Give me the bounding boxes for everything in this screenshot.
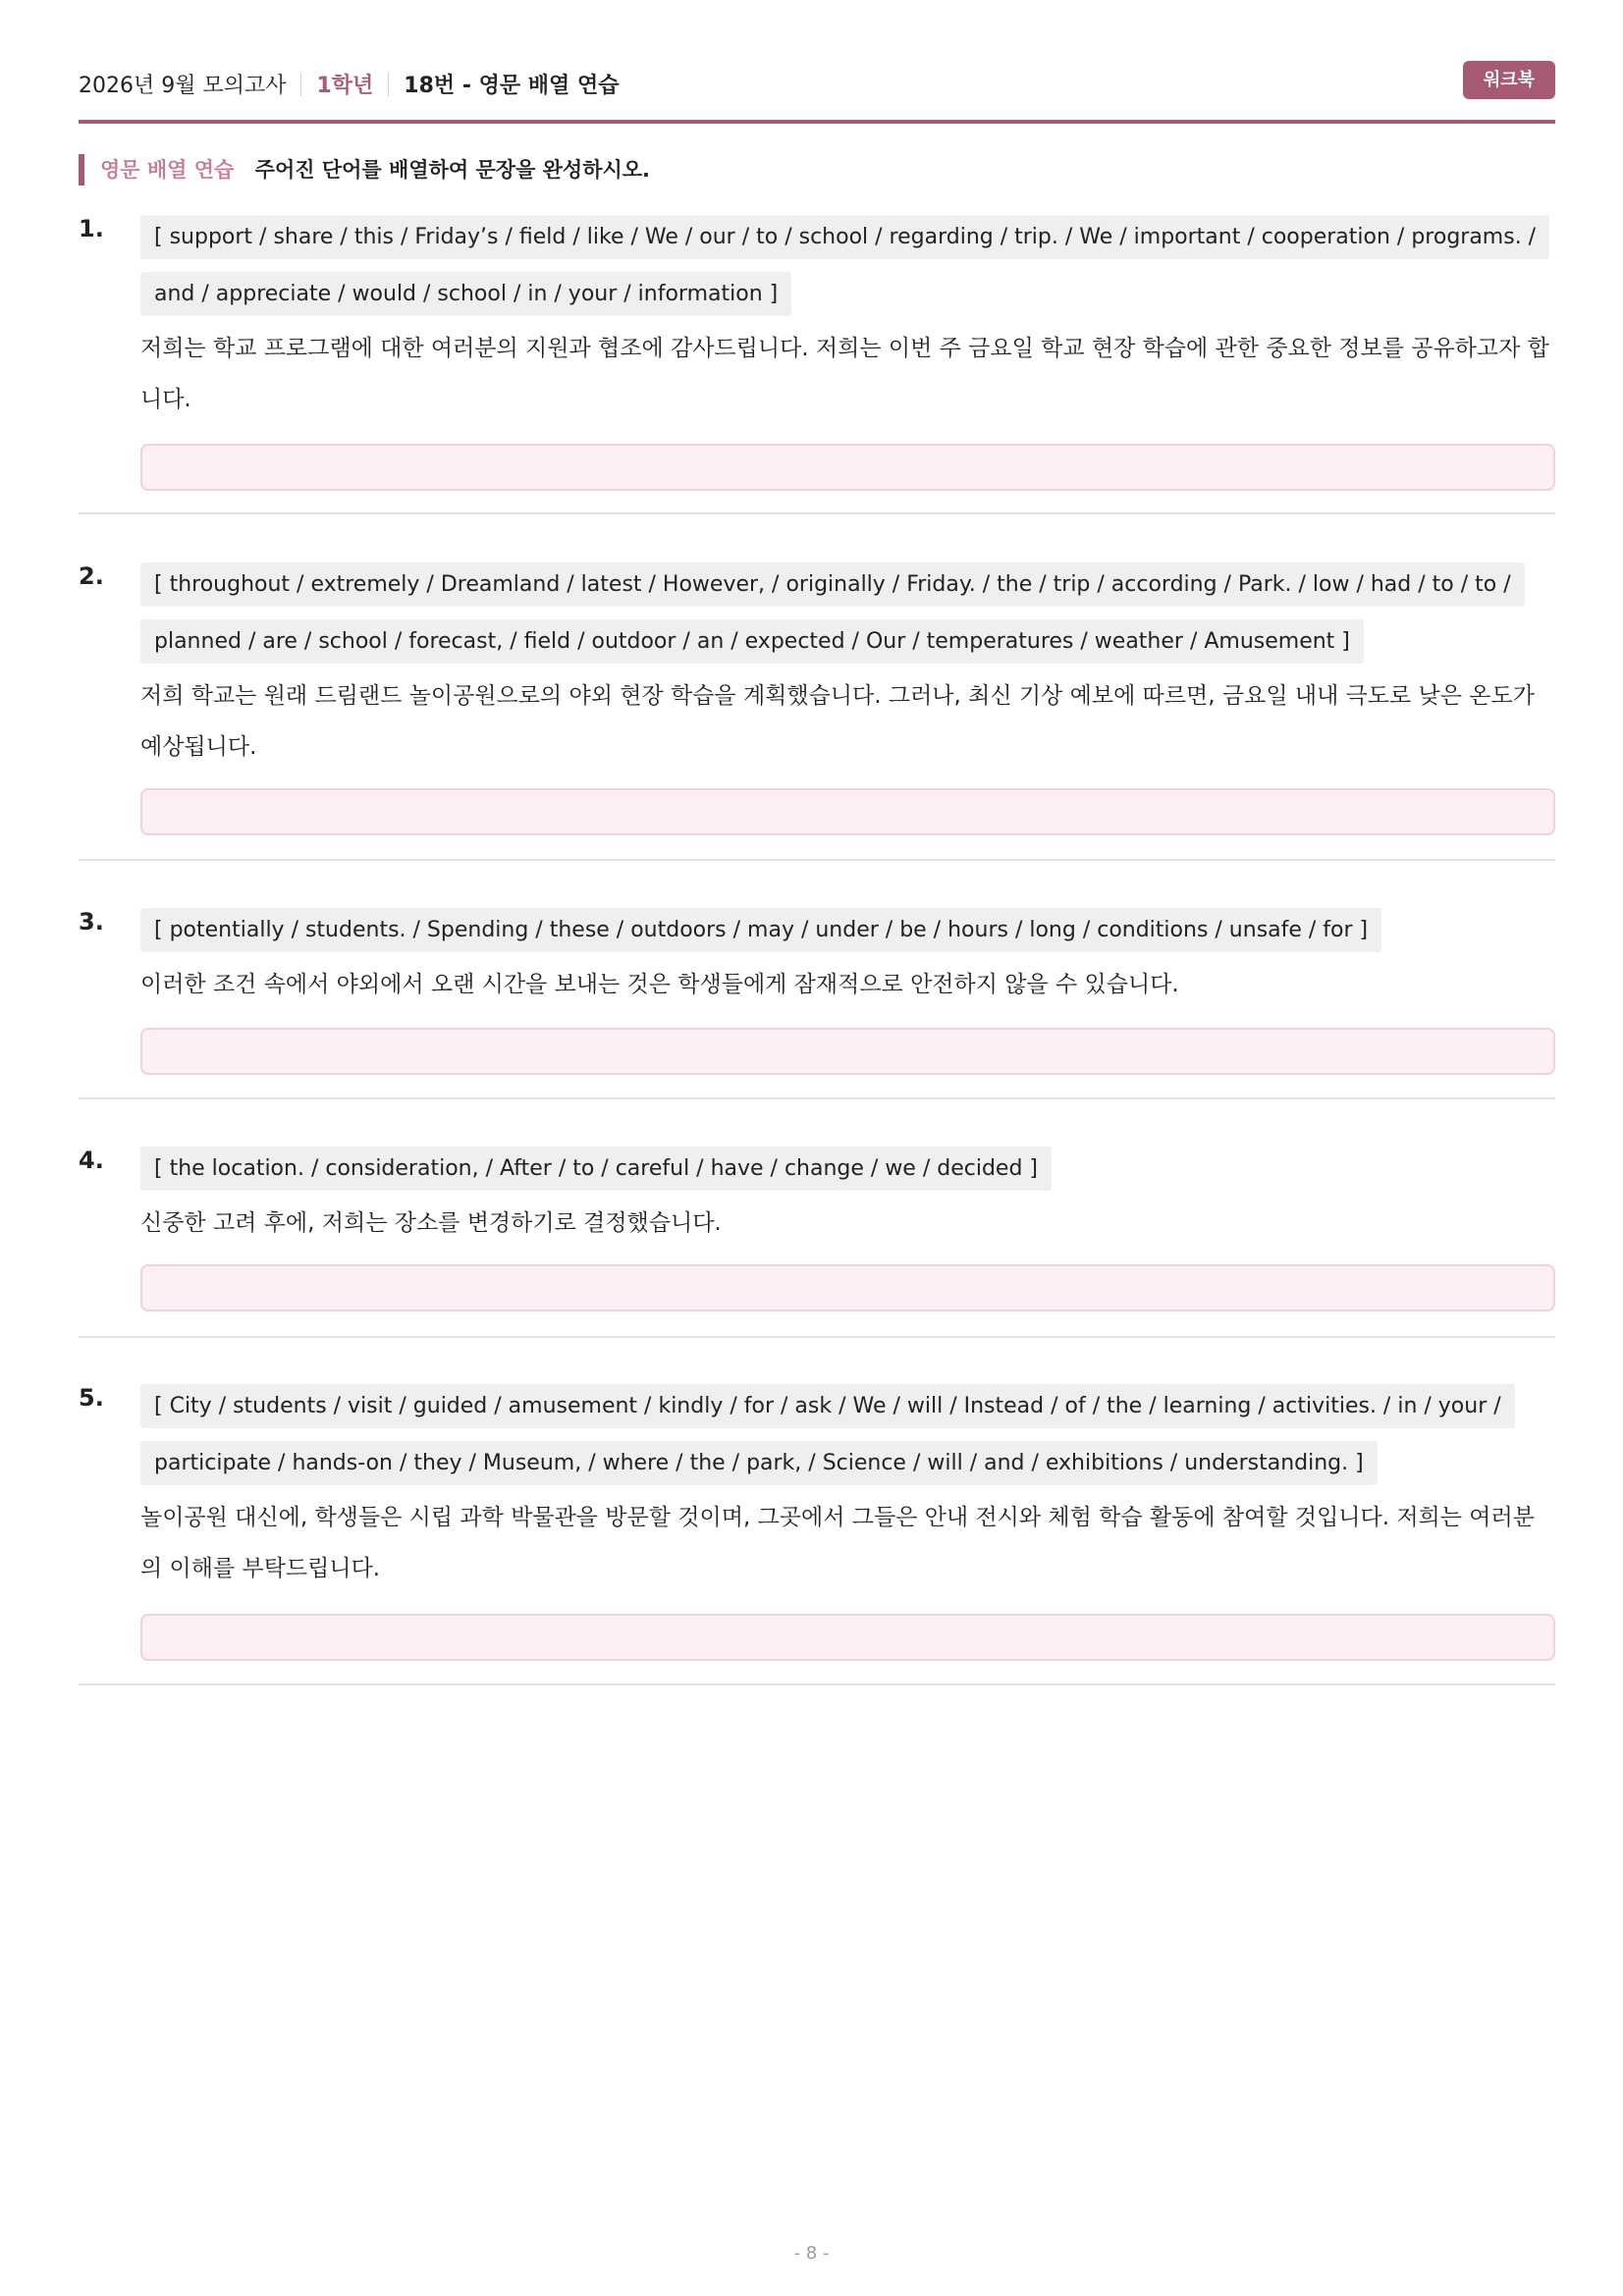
section-heading — [79, 154, 650, 186]
workbook-badge: 워크북 — [1463, 61, 1555, 99]
word-bank-text: [ support / share / this / Friday’s / field / like / We / our / to / school / regarding / trip. / We / important / cooperation / programs. / and / appreciate / would / school / in / your / information ] — [140, 215, 1549, 316]
word-bank — [140, 1141, 1555, 1198]
header-divider — [300, 73, 301, 96]
question-number: 3. — [79, 908, 104, 935]
word-bank-text: [ the location. / consideration, / After / to / careful / have / change / we / decided ] — [140, 1147, 1052, 1191]
question-number: 2. — [79, 562, 104, 590]
answer-field[interactable] — [140, 788, 1555, 835]
question-body — [140, 902, 1555, 1010]
question-3 — [79, 902, 1555, 1099]
question-number: 1. — [79, 215, 104, 242]
question-number: 5. — [79, 1384, 104, 1412]
page-header — [79, 61, 1555, 124]
page-title: 18번 - 영문 배열 연습 — [404, 74, 620, 98]
question-body — [140, 1378, 1555, 1594]
korean-translation: 신중한 고려 후에, 저희는 장소를 변경하기로 결정했습니다. — [140, 1210, 722, 1236]
page-number: - 8 - — [793, 2243, 830, 2264]
word-bank-text: [ throughout / extremely / Dreamland / latest / However, / originally / Friday. / the / trip / according / Park. / low / had / to / to / planned / are / school / forecast, / field / outdoor / an / expected / Our / temperatures / weather / Amusement ] — [140, 562, 1525, 664]
question-body — [140, 557, 1555, 773]
word-bank-text: [ potentially / students. / Spending / these / outdoors / may / under / be / hours / long / conditions / unsafe / for ] — [140, 908, 1381, 952]
section-instruction: 주어진 단어를 배열하여 문장을 완성하시오. — [254, 158, 651, 182]
header-info — [79, 69, 619, 99]
header-divider — [388, 73, 389, 96]
word-bank — [140, 209, 1555, 323]
question-5 — [79, 1378, 1555, 1685]
answer-field[interactable] — [140, 1028, 1555, 1075]
answer-field[interactable] — [140, 1614, 1555, 1661]
korean-translation: 놀이공원 대신에, 학생들은 시립 과학 박물관을 방문할 것이며, 그곳에서 그들은 안내 전시와 체험 학습 활동에 참여할 것입니다. 저희는 여러분의 이해를 부탁드립니다. — [140, 1505, 1535, 1581]
question-number: 4. — [79, 1147, 104, 1174]
word-bank — [140, 902, 1555, 959]
exam-name: 2026년 9월 모의고사 — [79, 74, 287, 98]
korean-translation: 이러한 조건 속에서 야외에서 오랜 시간을 보내는 것은 학생들에게 잠재적으로 안전하지 않을 수 있습니다. — [140, 972, 1179, 997]
question-4 — [79, 1141, 1555, 1338]
korean-translation: 저희 학교는 원래 드림랜드 놀이공원으로의 야외 현장 학습을 계획했습니다. 그러나, 최신 기상 예보에 따르면, 금요일 내내 극도로 낮은 온도가 예상됩니다. — [140, 683, 1535, 760]
word-bank-text: [ City / students / visit / guided / amusement / kindly / for / ask / We / will / Instead / of / the / learning / activities. / in / your / participate / hands-on / they / Museum, / where / the / park, / Science / will / and / exhibitions / understanding. ] — [140, 1384, 1515, 1485]
grade-label: 1학년 — [316, 74, 374, 98]
word-bank — [140, 557, 1555, 670]
answer-field[interactable] — [140, 1264, 1555, 1311]
answer-field[interactable] — [140, 444, 1555, 491]
question-1 — [79, 209, 1555, 514]
question-body — [140, 209, 1555, 425]
word-bank — [140, 1378, 1555, 1492]
question-2 — [79, 557, 1555, 861]
korean-translation: 저희는 학교 프로그램에 대한 여러분의 지원과 협조에 감사드립니다. 저희는 이번 주 금요일 학교 현장 학습에 관한 중요한 정보를 공유하고자 합니다. — [140, 336, 1549, 412]
section-label: 영문 배열 연습 — [100, 158, 235, 182]
question-body — [140, 1141, 1555, 1249]
